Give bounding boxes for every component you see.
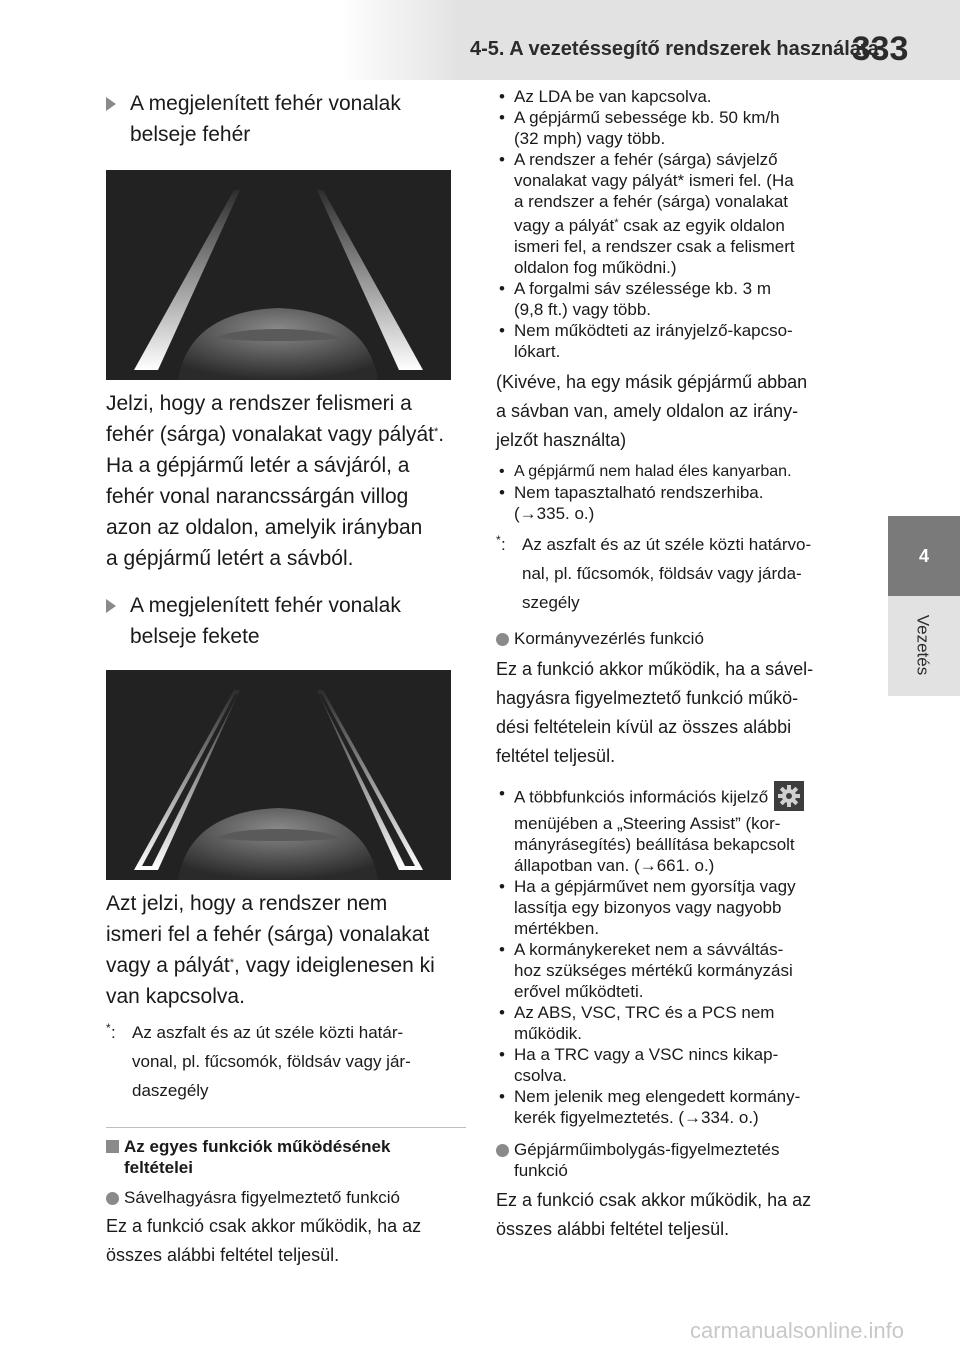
conditions-list-2 [496, 461, 862, 524]
square-bullet-icon [106, 1140, 119, 1153]
section-title: 4-5. A vezetéssegítő rendszerek használata [470, 38, 879, 60]
func3-title: Gépjárműimbolygás-figyelmeztetés funkció [496, 1138, 862, 1180]
func3-description: Ez a funkció csak akkor működik, ha az összes alábbi feltétel teljesül. [496, 1190, 812, 1239]
list-item: • Nem működteti az irányjelző-kapcso- lókart. [496, 320, 862, 362]
section-divider [106, 1127, 466, 1128]
gear-icon [774, 781, 804, 811]
display-state-white-inside: A megjelenített fehér vonalak belseje fehér [106, 88, 466, 150]
footnote-left: * : Az aszfalt és az út széle közti határ- vonal, pl. fűcsomók, földsáv vagy jár- daszegély [106, 1021, 411, 1100]
circle-bullet-icon [106, 1192, 119, 1205]
lane-display-image-black [106, 670, 451, 880]
list-item: • A gépjármű sebessége kb. 50 km/h (32 mph) vagy több. [496, 107, 862, 149]
header-gradient [340, 0, 460, 80]
lane-display-image-white [106, 170, 451, 380]
operating-conditions-heading: Az egyes funkciók működésének feltételei [106, 1136, 466, 1178]
left-column [106, 84, 466, 1270]
list-item: • A forgalmi sáv szélessége kb. 3 m (9,8 ft.) vagy több. [496, 278, 862, 320]
conditions-list-1 [496, 86, 862, 362]
item1-description: Jelzi, hogy a rendszer felismeri a fehér (sárga) vonalakat vagy pályát*. Ha a gépjármű letér a sávjáról, a fehér vonal narancssárgán villog azon az oldalon, amelyik irányban a gépjármű letért a sávból. [106, 392, 445, 570]
list-item: • A gépjármű nem halad éles kanyarban. [496, 461, 862, 482]
func2-title: Kormányvezérlés funkció [496, 627, 862, 651]
triangle-bullet-icon [106, 599, 116, 613]
list-item: • Az ABS, VSC, TRC és a PCS nem működik. [496, 1002, 862, 1044]
chapter-label: Vezetés [913, 614, 932, 676]
list-item: • Az LDA be van kapcsolva. [496, 86, 862, 107]
list-item: • A rendszer a fehér (sárga) sávjelző vonalakat vagy pályát* ismeri fel. (Ha a rendszer a fehér (sárga) vonalakat vagy a pályát* csak az egyik oldalon ismeri fel, a rendszer csak a felismert oldalon fog működni.) [496, 149, 862, 278]
exception-note: (Kivéve, ha egy másik gépjármű abban a sávban van, amely oldalon az irány- jelzőt használta) [496, 372, 808, 450]
conditions-list-3 [496, 783, 862, 1128]
list-item: • A többfunkciós információs kijelző menüjében a „Steering Assist” (kor- mányrásegítés) beállítása bekapcsolt állapotban van. (→661. o.) [496, 783, 862, 876]
list-item: • Ha a gépjárművet nem gyorsítja vagy lassítja egy bizonyos vagy nagyobb mértékben. [496, 876, 862, 939]
triangle-bullet-icon [106, 97, 116, 111]
list-item: • A kormánykereket nem a sávváltás- hoz szükséges mértékű kormányzási erővel működteti. [496, 939, 862, 1002]
circle-bullet-icon [496, 1144, 509, 1157]
list-item: • Nem tapasztalható rendszerhiba. (→335. o.) [496, 482, 862, 524]
func2-description: Ez a funkció akkor működik, ha a sável- hagyásra figyelmeztető funkció műkö- dési feltételein kívül az összes alábbi feltétel teljesül. [496, 659, 814, 766]
display-state-black-inside: A megjelenített fehér vonalak belseje fekete [106, 590, 466, 652]
chapter-number-tab[interactable]: 4 [888, 516, 960, 596]
func1-description: Ez a funkció csak akkor működik, ha az összes alábbi feltétel teljesül. [106, 1216, 422, 1265]
list-item: • Ha a TRC vagy a VSC nincs kikap- csolva. [496, 1044, 862, 1086]
page-number: 333 [851, 30, 909, 68]
circle-bullet-icon [496, 633, 509, 646]
footnote-right: * : Az aszfalt és az út széle közti határvo- nal, pl. fűcsomók, földsáv vagy járda- szegély [496, 533, 812, 612]
right-column [496, 86, 862, 1244]
item2-description: Azt jelzi, hogy a rendszer nem ismeri fel a fehér (sárga) vonalakat vagy a pályát*, vagy ideiglenesen ki van kapcsolva. [106, 892, 435, 1008]
func1-title: Sávelhagyásra figyelmeztető funkció [106, 1186, 466, 1210]
list-item: • Nem jelenik meg elengedett kormány- kerék figyelmeztetés. (→334. o.) [496, 1086, 862, 1128]
watermark: carmanualsonline.info [690, 1318, 905, 1343]
